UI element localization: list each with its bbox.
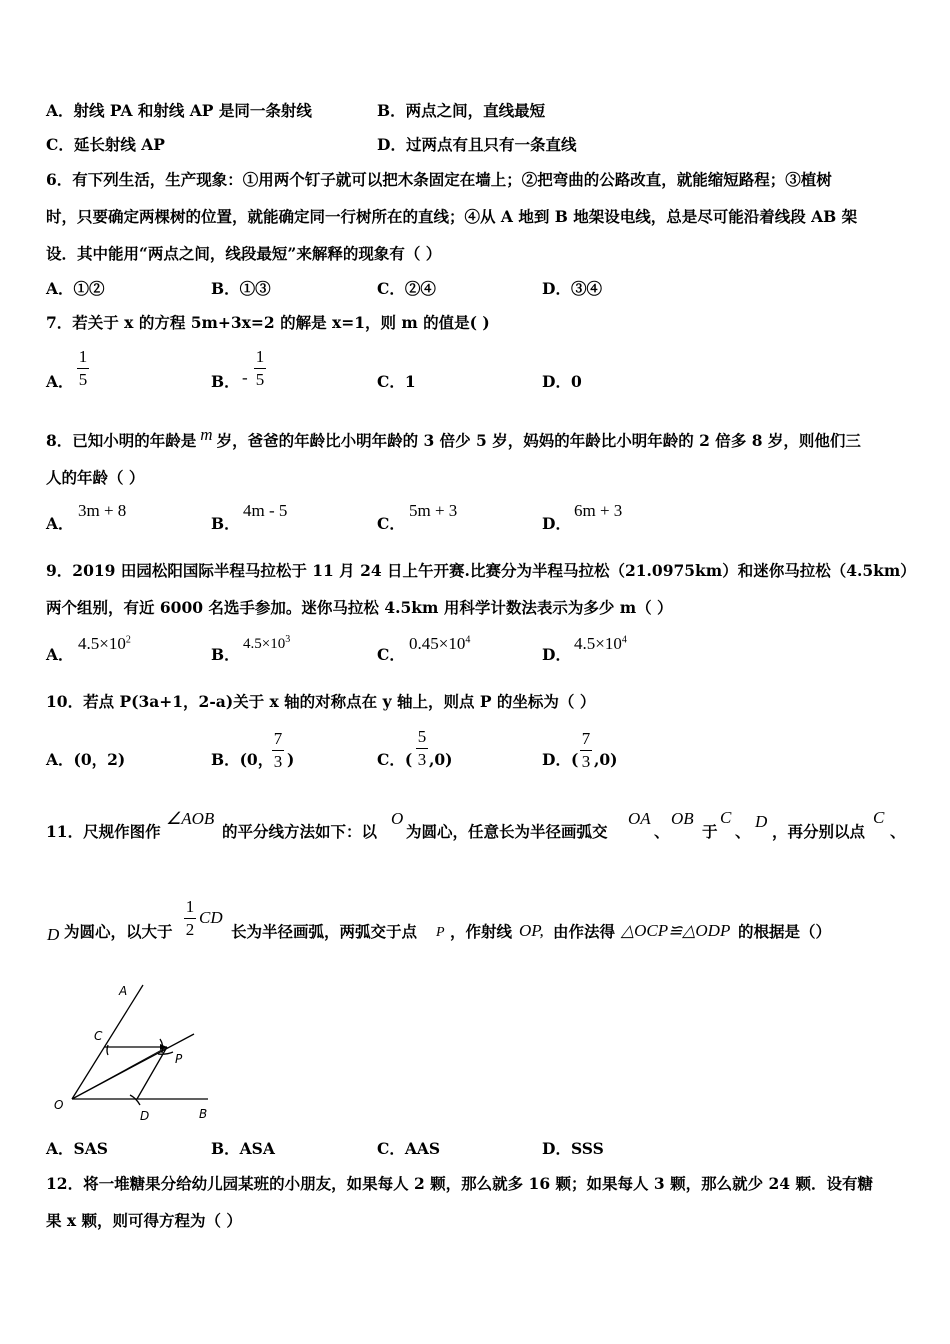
q10-option-b-fraction xyxy=(272,729,284,772)
q6-option-a: A．①② xyxy=(46,279,105,298)
q12-stem-line1: 12．将一堆糖果分给幼儿园某班的小朋友，如果每人 2 颗，那么就多 16 颗；如果每人 3 颗，那么就少 24 颗．设有糖 xyxy=(46,1174,873,1193)
q11-stem-line2-p7: 长为半径画弧，两弧交于点 xyxy=(231,922,418,941)
q7-stem: 7．若关于 x 的方程 5m+3x=2 的解是 x=1，则 m 的值是( ) xyxy=(46,313,490,332)
q11-separator-3: 、 xyxy=(890,822,906,841)
q11-point-c: C xyxy=(720,808,732,827)
q8-option-a-label: A． xyxy=(46,514,74,533)
q11-fig-arc-c xyxy=(107,1045,108,1055)
q9-a-exponent: 2 xyxy=(125,634,131,646)
q5-option-a: A．射线 PA 和射线 AP 是同一条射线 xyxy=(46,101,312,120)
q11-option-a: A．SAS xyxy=(46,1139,108,1158)
q8-option-b-label: B． xyxy=(211,514,240,533)
q9-stem-line1: 9．2019 田园松阳国际半程马拉松于 11 月 24 日上午开赛.比赛分为半程马拉松（21.0975km）和迷你马拉松（4.5km） xyxy=(46,561,916,580)
q5-option-b: B．两点之间，直线最短 xyxy=(377,101,546,120)
q11-half-numerator: 1 xyxy=(185,897,195,916)
q11-point-o: O xyxy=(391,809,404,828)
q6-option-b: B．①③ xyxy=(211,279,271,298)
q11-fig-label-b: B xyxy=(199,1107,208,1121)
q11-stem-line1-p4: 于 xyxy=(702,822,718,841)
q10-b-numerator: 7 xyxy=(273,729,283,748)
q11-stem-line2-p9: 由作法得 xyxy=(553,922,616,941)
q11-fig-label-o: O xyxy=(54,1098,64,1112)
q9-option-a-expr xyxy=(78,634,131,654)
q11-fig-label-c: C xyxy=(94,1029,103,1043)
q5-option-c: C．延长射线 AP xyxy=(46,135,165,154)
q11-fig-label-p: P xyxy=(175,1052,183,1066)
q7-b-denominator: 5 xyxy=(255,370,265,389)
q9-d-exponent: 4 xyxy=(621,634,627,646)
q10-option-b-close: ) xyxy=(287,750,295,769)
q9-b-base: 4.5×10 xyxy=(243,636,286,652)
q8-stem-part-b: 岁，爸爸的年龄比小明年龄的 3 倍少 5 岁，妈妈的年龄比小明年龄的 2 倍多 8 岁，则他们三 xyxy=(216,431,861,450)
q11-point-p: P xyxy=(436,925,445,940)
q11-point-d-2: D xyxy=(47,925,60,944)
q11-ray-ob: OB xyxy=(671,809,694,828)
q11-stem-line2-p10: 的根据是（） xyxy=(738,922,832,941)
q7-option-a-label: A． xyxy=(46,372,74,391)
q8-stem-line1 xyxy=(46,425,861,451)
q11-stem-line1-p3: 为圆心，任意长为半径画弧交 xyxy=(406,822,608,841)
q6-option-c: C．②④ xyxy=(377,279,436,298)
q8-option-d-label: D． xyxy=(542,514,571,533)
q5-option-d: D．过两点有且只有一条直线 xyxy=(377,135,577,154)
q11-stem-line2-p8: ，作射线 xyxy=(450,922,513,941)
q11-stem-line1-p5: ，再分别以点 xyxy=(772,822,866,841)
q10-option-c-close: ,0) xyxy=(429,750,453,769)
q7-a-denominator: 5 xyxy=(78,370,88,389)
q8-stem-part-a: 8．已知小明的年龄是 xyxy=(46,431,197,450)
q10-option-b-label: B．(0， xyxy=(211,750,274,769)
q10-option-d-fraction xyxy=(580,729,592,772)
q10-b-denominator: 3 xyxy=(273,752,283,771)
q9-c-exponent: 4 xyxy=(465,634,471,646)
q10-d-numerator: 7 xyxy=(581,729,591,748)
q11-separator-2: 、 xyxy=(735,822,751,841)
q7-option-a-fraction xyxy=(77,347,89,390)
q11-angle-aob: ∠AOB xyxy=(166,809,215,828)
q10-stem: 10．若点 P(3a+1，2-a)关于 x 轴的对称点在 y 轴上，则点 P 的坐标为（ ） xyxy=(46,692,596,711)
q7-option-d: D．0 xyxy=(542,372,582,391)
q7-option-b-label: B． xyxy=(211,372,240,391)
q10-option-d-label: D．( xyxy=(542,750,579,769)
q11-fig-ray-oa xyxy=(72,985,143,1099)
q9-b-exponent: 3 xyxy=(285,634,291,645)
q11-segment-cd: CD xyxy=(199,908,223,927)
q9-d-base: 4.5×10 xyxy=(574,634,622,653)
q11-fig-label-d: D xyxy=(140,1109,150,1123)
q11-half-fraction xyxy=(184,897,196,940)
q11-figure xyxy=(46,975,221,1130)
q7-option-b-fraction xyxy=(254,347,266,390)
q8-option-c-label: C． xyxy=(377,514,405,533)
q11-point-d: D xyxy=(755,812,768,831)
q11-option-d: D．SSS xyxy=(542,1139,604,1158)
q11-fig-label-a: A xyxy=(119,984,128,998)
q6-option-d: D．③④ xyxy=(542,279,602,298)
q11-ray-op: OP, xyxy=(519,921,544,940)
q7-b-numerator: 1 xyxy=(255,347,265,366)
q8-variable-m: m xyxy=(200,425,213,444)
q11-separator-1: 、 xyxy=(654,822,670,841)
q11-option-c: C．AAS xyxy=(377,1139,441,1158)
q10-option-c-fraction xyxy=(416,727,428,770)
q8-stem-line2: 人的年龄（ ） xyxy=(46,468,145,487)
q11-ray-oa: OA xyxy=(628,809,651,828)
q9-option-a-label: A． xyxy=(46,645,74,664)
q9-c-base: 0.45×10 xyxy=(409,634,466,653)
q11-option-b: B．ASA xyxy=(211,1139,275,1158)
q12-stem-line2: 果 x 颗，则可得方程为（ ） xyxy=(46,1211,242,1230)
q11-point-c-2: C xyxy=(873,808,885,827)
q11-stem-line1-p1: 11．尺规作图作 xyxy=(46,822,161,841)
q9-option-c-label: C． xyxy=(377,645,405,664)
q8-option-a-expr: 3m + 8 xyxy=(78,501,127,520)
q9-option-d-expr xyxy=(574,634,627,654)
q9-option-c-expr xyxy=(409,634,470,654)
q7-a-numerator: 1 xyxy=(78,347,88,366)
q6-stem-line3: 设．其中能用“两点之间，线段最短”来解释的现象有（ ） xyxy=(46,244,442,263)
q9-stem-line2: 两个组别，有近 6000 名选手参加。迷你马拉松 4.5km 用科学计数法表示为多少 m（ ） xyxy=(46,598,673,617)
q11-half-denominator: 2 xyxy=(185,920,195,939)
q10-c-denominator: 3 xyxy=(417,750,427,769)
q10-option-d-close: ,0) xyxy=(594,750,618,769)
q6-stem-line1: 6．有下列生活，生产现象：①用两个钉子就可以把木条固定在墙上；②把弯曲的公路改直，就能缩短路程；③植树 xyxy=(46,170,832,189)
q11-congruence: △OCP≌△ODP xyxy=(621,921,731,940)
q7-option-b-sign: - xyxy=(242,368,248,387)
q8-option-b-expr: 4m - 5 xyxy=(243,501,288,520)
q10-option-a: A．(0，2) xyxy=(46,750,126,769)
q8-option-c-expr: 5m + 3 xyxy=(409,501,458,520)
q9-option-b-label: B． xyxy=(211,645,240,664)
q10-c-numerator: 5 xyxy=(417,727,427,746)
q9-option-b-expr xyxy=(243,634,290,653)
q11-stem-line2-p6: 为圆心，以大于 xyxy=(64,922,173,941)
q7-option-c: C．1 xyxy=(377,372,416,391)
q6-stem-line2: 时，只要确定两棵树的位置，就能确定同一行树所在的直线；④从 A 地到 B 地架设电线，总是尽可能沿着线段 AB 架 xyxy=(46,207,858,226)
q9-a-base: 4.5×10 xyxy=(78,634,126,653)
q10-d-denominator: 3 xyxy=(581,752,591,771)
q11-stem-line1-p2: 的平分线方法如下：以 xyxy=(222,822,378,841)
q8-option-d-expr: 6m + 3 xyxy=(574,501,623,520)
q9-option-d-label: D． xyxy=(542,645,571,664)
q10-option-c-label: C．( xyxy=(377,750,413,769)
